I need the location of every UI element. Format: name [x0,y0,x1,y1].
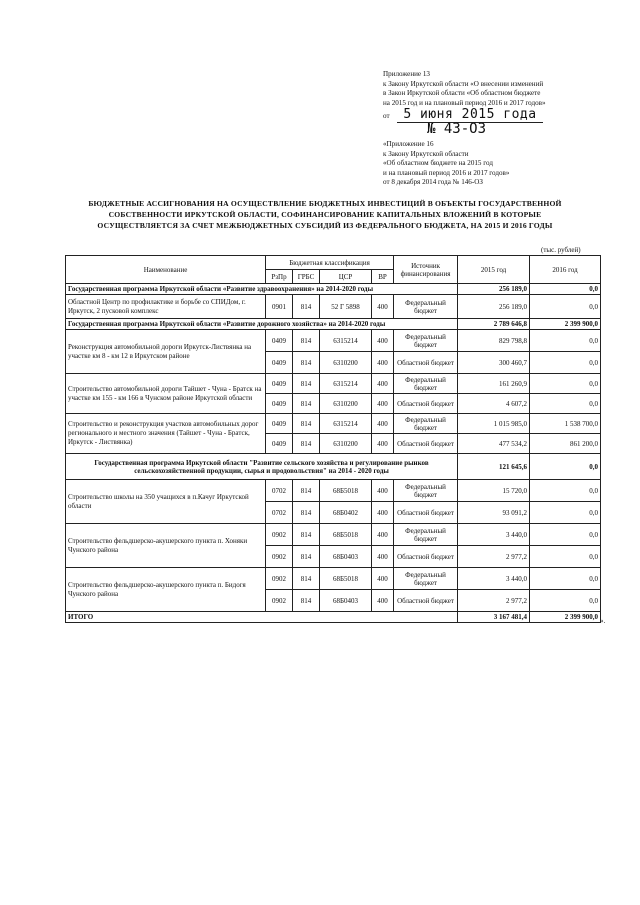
source-cell: Областной бюджет [394,502,458,524]
table-row [66,524,601,546]
amount-2016: 0,0 [530,454,601,480]
grbs-cell: 814 [293,524,320,546]
units-label: (тыс. рублей) [541,246,581,254]
vr-cell: 400 [372,568,394,590]
appendix-line: в Закон Иркутской области «Об областном бюджете [383,89,541,98]
amount-2016: 0,0 [530,590,601,612]
title-line: ОСУЩЕСТВЛЯЕТСЯ ЗА СЧЕТ МЕЖБЮДЖЕТНЫХ СУБСИДИЙ ИЗ ФЕДЕРАЛЬНОГО БЮДЖЕТА, НА 2015 И 2016 ГОДЫ [97,221,553,230]
amount-2015: 477 534,2 [458,434,530,454]
appendix-line: на 2015 год и на плановый период 2016 и 2017 годов» [383,98,546,107]
amount-2015: 3 440,0 [458,568,530,590]
grbs-cell: 814 [293,546,320,568]
grbs-cell: 814 [293,352,320,374]
amount-2015: 256 189,0 [458,284,530,295]
source-cell: Федеральный бюджет [394,524,458,546]
csr-cell: 68Б5018 [320,524,372,546]
col-classification-header: Бюджетная классификация [266,256,394,270]
col-csr-header: ЦСР [320,270,372,284]
grbs-cell: 814 [293,480,320,502]
amount-2015: 15 720,0 [458,480,530,502]
col-2015-header: 2015 год [458,256,530,284]
budget-table [65,255,601,623]
csr-cell: 52 Г 5898 [320,295,372,319]
program-name: Государственная программа Иркутской области "Развитие сельского хозяйства и регулирование рынков сельскохозяйственной продукции, сырья и продовольствия" на 2014 - 2020 годы [66,454,458,480]
document-title [80,198,570,231]
source-cell: Федеральный бюджет [394,480,458,502]
col-rzpr-header: РзПр [266,270,293,284]
amount-2016: 0,0 [530,394,601,414]
source-cell: Федеральный бюджет [394,374,458,394]
amount-2016: 0,0 [530,295,601,319]
amount-2016: 1 538 700,0 [530,414,601,434]
appendix-line: «Приложение 16 [383,140,434,148]
vr-cell: 400 [372,295,394,319]
csr-cell: 68Б0402 [320,502,372,524]
rzpr-cell: 0409 [266,414,293,434]
vr-cell: 400 [372,330,394,352]
appendix-line: Приложение 13 [383,70,430,78]
rzpr-cell: 0902 [266,568,293,590]
rzpr-cell: 0902 [266,546,293,568]
vr-cell: 400 [372,414,394,434]
amount-2016: 0,0 [530,524,601,546]
grbs-cell: 814 [293,394,320,414]
vr-cell: 400 [372,434,394,454]
vr-cell: 400 [372,524,394,546]
amount-2016: 0,0 [530,546,601,568]
amount-2016: 0,0 [530,374,601,394]
grbs-cell: 814 [293,330,320,352]
col-vr-header: ВР [372,270,394,284]
vr-cell: 400 [372,546,394,568]
csr-cell: 68Б5018 [320,568,372,590]
object-name: Строительство фельдшерско-акушерского пункта п. Бидогя Чунского района [66,568,266,612]
vr-cell: 400 [372,480,394,502]
csr-cell: 68Б5018 [320,480,372,502]
col-source-header: Источник финансирования [394,256,458,284]
program-name: Государственная программа Иркутской области «Развитие дорожного хозяйства» на 2014-2020 годы [66,319,458,330]
object-name: Областной Центр по профилактике и борьбе со СПИДом, г. Иркутск, 2 пусковой комплекс [66,295,266,319]
total-label: ИТОГО [66,612,458,623]
table-row [66,374,601,394]
amount-2016: 0,0 [530,352,601,374]
grbs-cell: 814 [293,502,320,524]
appendix-line: «Об областном бюджете на 2015 год [383,159,493,168]
appendix-line: к Закону Иркутской области «О внесении изменений [383,79,544,88]
closing-quote-mark: ». [600,617,606,625]
csr-cell: 6310200 [320,434,372,454]
amount-2015: 829 798,8 [458,330,530,352]
rzpr-cell: 0901 [266,295,293,319]
program-row [66,454,601,480]
program-name: Государственная программа Иркутской области «Развитие здравоохранения» на 2014-2020 годы [66,284,458,295]
source-cell: Федеральный бюджет [394,414,458,434]
source-cell: Федеральный бюджет [394,295,458,319]
csr-cell: 6315214 [320,330,372,352]
col-grbs-header: ГРБС [293,270,320,284]
table-row [66,330,601,352]
table-row [66,480,601,502]
rzpr-cell: 0902 [266,590,293,612]
amount-2016: 0,0 [530,284,601,295]
appendix-line: к Закону Иркутской области [383,149,469,158]
csr-cell: 68Б0403 [320,546,372,568]
rzpr-cell: 0409 [266,352,293,374]
amount-2016: 861 200,0 [530,434,601,454]
vr-cell: 400 [372,394,394,414]
program-row [66,284,601,295]
amount-2015: 121 645,6 [458,454,530,480]
rzpr-cell: 0409 [266,330,293,352]
amount-2015: 4 607,2 [458,394,530,414]
total-2016: 2 399 900,0 [530,612,601,623]
title-line: СОБСТВЕННОСТИ ИРКУТСКОЙ ОБЛАСТИ, СОФИНАНСИРОВАНИЕ КАПИТАЛЬНЫХ ВЛОЖЕНИЙ В КОТОРЫЕ [108,210,542,219]
amount-2016: 2 399 900,0 [530,319,601,330]
grbs-cell: 814 [293,295,320,319]
source-cell: Областной бюджет [394,434,458,454]
rzpr-cell: 0409 [266,374,293,394]
amount-2015: 256 189,0 [458,295,530,319]
appendix-line: от 8 декабря 2014 года № 146-ОЗ [383,178,483,187]
law-number: № 43-ОЗ [427,121,487,137]
amount-2015: 1 015 985,0 [458,414,530,434]
object-name: Строительство и реконструкция участков автомобильных дорог регионального и местного значения (Тайшет - Чуна - Братск, Иркутск - Листвянка) [66,414,266,454]
amount-2016: 0,0 [530,568,601,590]
csr-cell: 6315214 [320,414,372,434]
amount-2016: 0,0 [530,480,601,502]
total-2015: 3 167 481,4 [458,612,530,623]
rzpr-cell: 0902 [266,524,293,546]
amount-2015: 161 260,9 [458,374,530,394]
appendix-16-note [383,140,613,188]
table-row [66,414,601,434]
object-name: Реконструкция автомобильной дороги Иркутск-Листвянка на участке км 8 - км 12 в Иркутском районе [66,330,266,374]
grbs-cell: 814 [293,374,320,394]
source-cell: Областной бюджет [394,546,458,568]
amount-2016: 0,0 [530,502,601,524]
object-name: Строительство автомобильной дороги Тайшет - Чуна - Братск на участке км 155 - км 166 в Чунском районе Иркутской области [66,374,266,414]
grbs-cell: 814 [293,568,320,590]
table-header-row [66,256,601,270]
grbs-cell: 814 [293,590,320,612]
grbs-cell: 814 [293,414,320,434]
object-name: Строительство школы на 350 учащихся в п.Качуг Иркутской области [66,480,266,524]
source-cell: Областной бюджет [394,590,458,612]
amount-2016: 0,0 [530,330,601,352]
source-cell: Областной бюджет [394,394,458,414]
vr-cell: 400 [372,352,394,374]
total-row [66,612,601,623]
grbs-cell: 814 [293,434,320,454]
appendix-line: и на плановый период 2016 и 2017 годов» [383,168,510,177]
amount-2015: 3 440,0 [458,524,530,546]
rzpr-cell: 0702 [266,480,293,502]
date-prefix: от [383,112,390,120]
amount-2015: 2 977,2 [458,590,530,612]
rzpr-cell: 0702 [266,502,293,524]
amount-2015: 2 977,2 [458,546,530,568]
law-date [383,107,573,122]
csr-cell: 6310200 [320,394,372,414]
program-row [66,319,601,330]
col-name-header: Наименование [66,256,266,284]
source-cell: Федеральный бюджет [394,330,458,352]
vr-cell: 400 [372,590,394,612]
amount-2015: 93 091,2 [458,502,530,524]
amount-2015: 300 460,7 [458,352,530,374]
source-cell: Федеральный бюджет [394,568,458,590]
date-value: 5 июня 2015 года [397,107,542,123]
vr-cell: 400 [372,374,394,394]
csr-cell: 6315214 [320,374,372,394]
table-row [66,568,601,590]
table-row [66,295,601,319]
source-cell: Областной бюджет [394,352,458,374]
rzpr-cell: 0409 [266,394,293,414]
vr-cell: 400 [372,502,394,524]
amount-2015: 2 789 646,8 [458,319,530,330]
object-name: Строительство фельдшерско-акушерского пункта п. Хоняки Чунского района [66,524,266,568]
appendix-13-note [383,70,613,108]
col-2016-header: 2016 год [530,256,601,284]
csr-cell: 68Б0403 [320,590,372,612]
csr-cell: 6310200 [320,352,372,374]
title-line: БЮДЖЕТНЫЕ АССИГНОВАНИЯ НА ОСУЩЕСТВЛЕНИЕ БЮДЖЕТНЫХ ИНВЕСТИЦИЙ В ОБЪЕКТЫ ГОСУДАРСТВЕННОЙ [88,199,562,208]
rzpr-cell: 0409 [266,434,293,454]
